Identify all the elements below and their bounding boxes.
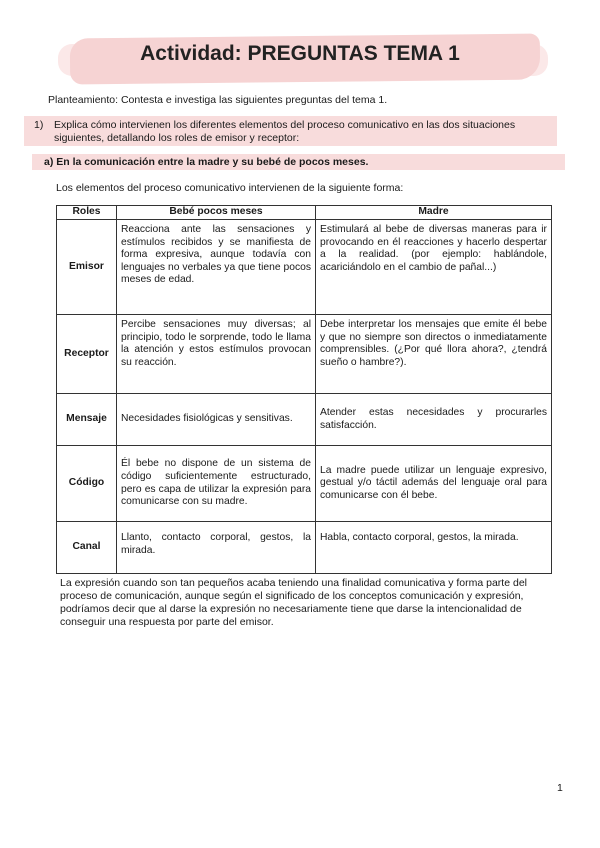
table-row [57, 220, 552, 315]
role-cell: Receptor [57, 315, 117, 394]
lead-text: Los elementos del proceso comunicativo intervienen de la siguiente forma: [56, 182, 404, 194]
role-cell: Código [57, 446, 117, 522]
question-number: 1) [34, 119, 44, 131]
question-1 [24, 116, 557, 146]
page-number: 1 [557, 782, 563, 794]
table-header-row [57, 206, 552, 220]
role-cell: Canal [57, 522, 117, 574]
mother-cell: La madre puede utilizar un lenguaje expresivo, gestual y/o táctil además del lenguaje oral para comunicarse con él bebe. [316, 446, 552, 522]
header-mother: Madre [316, 206, 552, 220]
baby-cell: Necesidades fisiológicas y sensitivas. [117, 394, 316, 446]
page-title: Actividad: PREGUNTAS TEMA 1 [140, 42, 460, 65]
subquestion-a: a) En la comunicación entre la madre y su bebé de pocos meses. [32, 154, 565, 170]
role-cell: Emisor [57, 220, 117, 315]
baby-cell: Reacciona ante las sensaciones y estímulos recibidos y se manifiesta de forma expresiva, aunque todavía con lenguajes no verbales ya que tiene pocos meses de edad. [117, 220, 316, 315]
baby-cell: Percibe sensaciones muy diversas; al principio, todo le sorprende, todo le llama la atención y estos estímulos provocan su reacción. [117, 315, 316, 394]
header-baby: Bebé pocos meses [117, 206, 316, 220]
closing-paragraph: La expresión cuando son tan pequeños acaba teniendo una finalidad comunicativa y forma parte del proceso de comunicación, aunque según el significado de los conceptos comunicación y expresión, podríamos decir que al darse la expresión no necesariamente tiene que darse la intencionalidad de conseguir una respuesta por parte del emisor. [60, 577, 527, 628]
table-row [57, 315, 552, 394]
mother-cell: Atender estas necesidades y procurarles satisfacción. [316, 394, 552, 446]
baby-cell: Llanto, contacto corporal, gestos, la mirada. [117, 522, 316, 574]
table-row [57, 446, 552, 522]
mother-cell: Estimulará al bebe de diversas maneras para ir provocando en él reacciones y hacerlo despertar a la realidad. (por ejemplo: hablándole, acariciándolo en el cambio de pañal...) [316, 220, 552, 315]
intro-text: Planteamiento: Contesta e investiga las siguientes preguntas del tema 1. [48, 94, 388, 106]
table-row [57, 394, 552, 446]
mother-cell: Debe interpretar los mensajes que emite él bebe y que no siempre son directos o inmediatamente comprensibles. (¿Por qué llora ahora?, ¿tendrá sueño o hambre?). [316, 315, 552, 394]
mother-cell: Habla, contacto corporal, gestos, la mirada. [316, 522, 552, 574]
baby-cell: Él bebe no dispone de un sistema de código suficientemente estructurado, pero es capa de utilizar la expresión para comunicarse con su madre. [117, 446, 316, 522]
table-row [57, 522, 552, 574]
question-text: Explica cómo intervienen los diferentes elementos del proceso comunicativo en las dos situaciones siguientes, detallando los roles de emisor y receptor: [54, 119, 516, 144]
roles-table [56, 205, 552, 574]
role-cell: Mensaje [57, 394, 117, 446]
header-roles: Roles [57, 206, 117, 220]
